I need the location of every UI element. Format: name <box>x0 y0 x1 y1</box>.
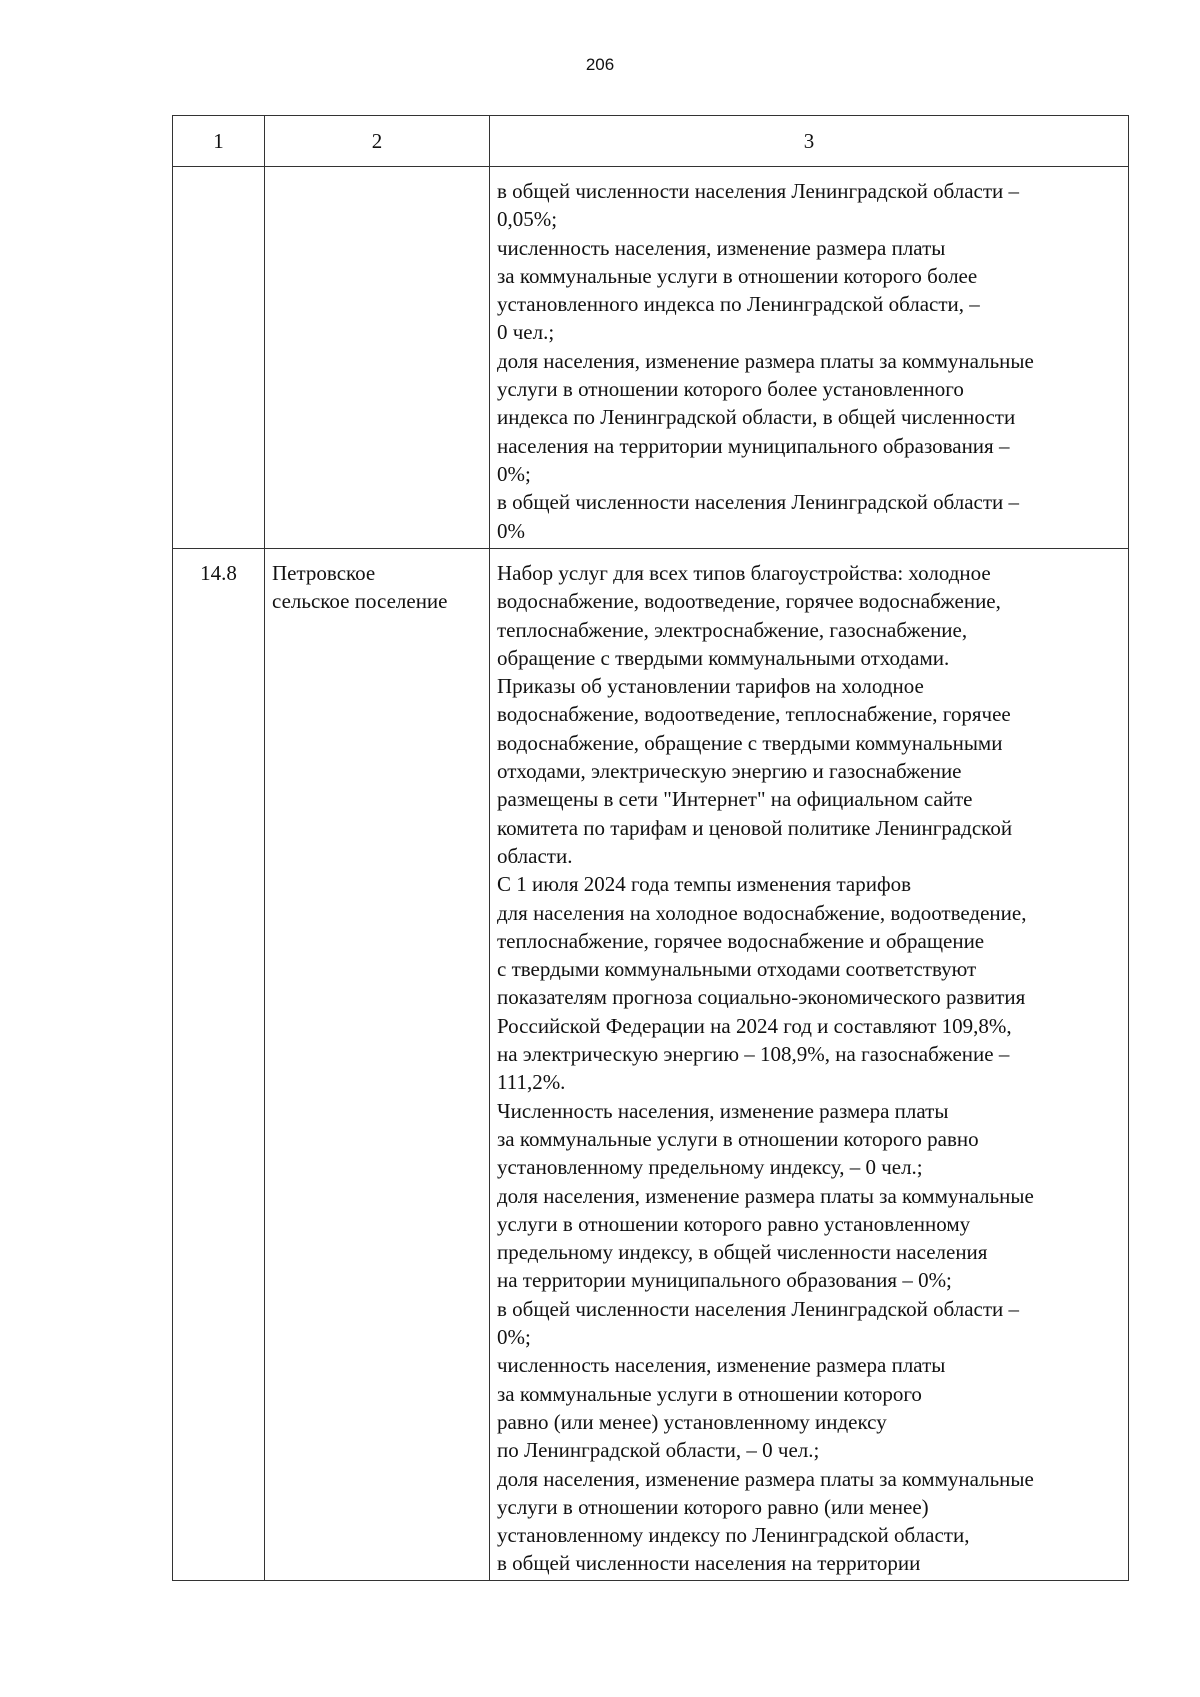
text-line: услуги в отношении которого равно (или менее) <box>497 1494 929 1519</box>
row-content-cell <box>490 167 1129 549</box>
text-line: для населения на холодное водоснабжение, водоотведение, <box>497 900 1027 925</box>
text-line: 0% <box>497 518 525 543</box>
text-line: численность населения, изменение размера платы <box>497 1353 946 1378</box>
table-header-row <box>173 116 1129 167</box>
text-line: Петровское <box>272 561 376 585</box>
row-number-cell <box>173 549 265 1581</box>
text-line: в общей численности населения Ленинградской области – <box>497 490 1020 515</box>
text-line: водоснабжение, водоотведение, горячее водоснабжение, <box>497 589 1001 614</box>
text-line: по Ленинградской области, – 0 чел.; <box>497 1438 820 1463</box>
header-cell-2: 2 <box>265 116 490 167</box>
text-line: Приказы об установлении тарифов на холодное <box>497 674 924 699</box>
text-line: Набор услуг для всех типов благоустройства: холодное <box>497 561 991 585</box>
text-line: в общей численности населения на территории <box>497 1551 921 1576</box>
text-line: индекса по Ленинградской области, в общей численности <box>497 405 1016 430</box>
text-line: за коммунальные услуги в отношении которого <box>497 1381 922 1406</box>
text-line: 0%; <box>497 461 531 486</box>
text-line: 111,2%. <box>497 1070 566 1095</box>
page-number: 206 <box>585 55 615 74</box>
header-cell-3: 3 <box>490 116 1129 167</box>
text-line: обращение с твердыми коммунальными отходами. <box>497 645 950 670</box>
text-line: предельному индексу, в общей численности населения <box>497 1240 988 1265</box>
text-line: населения на территории муниципального образования – <box>497 433 1010 458</box>
text-line: в общей численности населения Ленинградской области – <box>497 179 1020 203</box>
text-line: показателям прогноза социально-экономического развития <box>497 985 1026 1010</box>
text-line: доля населения, изменение размера платы за коммунальные <box>497 1466 1034 1491</box>
row-content-text <box>490 549 1128 1578</box>
text-line: с твердыми коммунальными отходами соответствуют <box>497 957 977 982</box>
text-line: 0,05%; <box>497 207 558 232</box>
row-content-text <box>490 167 1128 545</box>
text-line: 0 чел.; <box>497 320 555 345</box>
text-line: теплоснабжение, электроснабжение, газоснабжение, <box>497 617 968 642</box>
document-table <box>172 115 1129 1581</box>
text-line: в общей численности населения Ленинградской области – <box>497 1296 1020 1321</box>
text-line: за коммунальные услуги в отношении которого более <box>497 263 978 288</box>
text-line: доля населения, изменение размера платы за коммунальные <box>497 348 1034 373</box>
text-line: равно (или менее) установленному индексу <box>497 1409 887 1434</box>
text-line: С 1 июля 2024 года темпы изменения тарифов <box>497 872 911 897</box>
text-line: сельское поселение <box>272 589 448 614</box>
text-line: услуги в отношении которого более установленного <box>497 377 964 402</box>
text-line: Российской Федерации на 2024 год и составляют 109,8%, <box>497 1013 1012 1038</box>
text-line: водоснабжение, обращение с твердыми коммунальными <box>497 730 1003 755</box>
text-line: установленному индексу по Ленинградской области, <box>497 1523 970 1548</box>
text-line: на электрическую энергию – 108,9%, на газоснабжение – <box>497 1042 1010 1067</box>
text-line: размещены в сети "Интернет" на официальном сайте <box>497 787 973 812</box>
row-content-cell <box>490 549 1129 1581</box>
text-line: водоснабжение, водоотведение, теплоснабжение, горячее <box>497 702 1011 727</box>
text-line: на территории муниципального образования – 0%; <box>497 1268 952 1293</box>
text-line: области. <box>497 843 573 868</box>
text-line: услуги в отношении которого равно установленному <box>497 1211 971 1236</box>
row-name-cell <box>265 167 490 549</box>
row-name-cell <box>265 549 490 1581</box>
text-line: установленного индекса по Ленинградской области, – <box>497 292 980 317</box>
text-line: доля населения, изменение размера платы за коммунальные <box>497 1183 1034 1208</box>
header-cell-1: 1 <box>173 116 265 167</box>
text-line: отходами, электрическую энергию и газоснабжение <box>497 759 962 784</box>
text-line: численность населения, изменение размера платы <box>497 235 946 260</box>
text-line: установленному предельному индексу, – 0 чел.; <box>497 1155 923 1180</box>
row-number-cell <box>173 167 265 549</box>
text-line: комитета по тарифам и ценовой политике Ленинградской <box>497 815 1013 840</box>
text-line: Численность населения, изменение размера платы <box>497 1098 949 1123</box>
row-number: 14.8 <box>200 561 237 585</box>
text-line: 0%; <box>497 1325 531 1350</box>
table-row <box>173 549 1129 1581</box>
row-name-text <box>265 549 489 616</box>
table-row <box>173 167 1129 549</box>
text-line: за коммунальные услуги в отношении которого равно <box>497 1126 979 1151</box>
text-line: теплоснабжение, горячее водоснабжение и обращение <box>497 928 985 953</box>
